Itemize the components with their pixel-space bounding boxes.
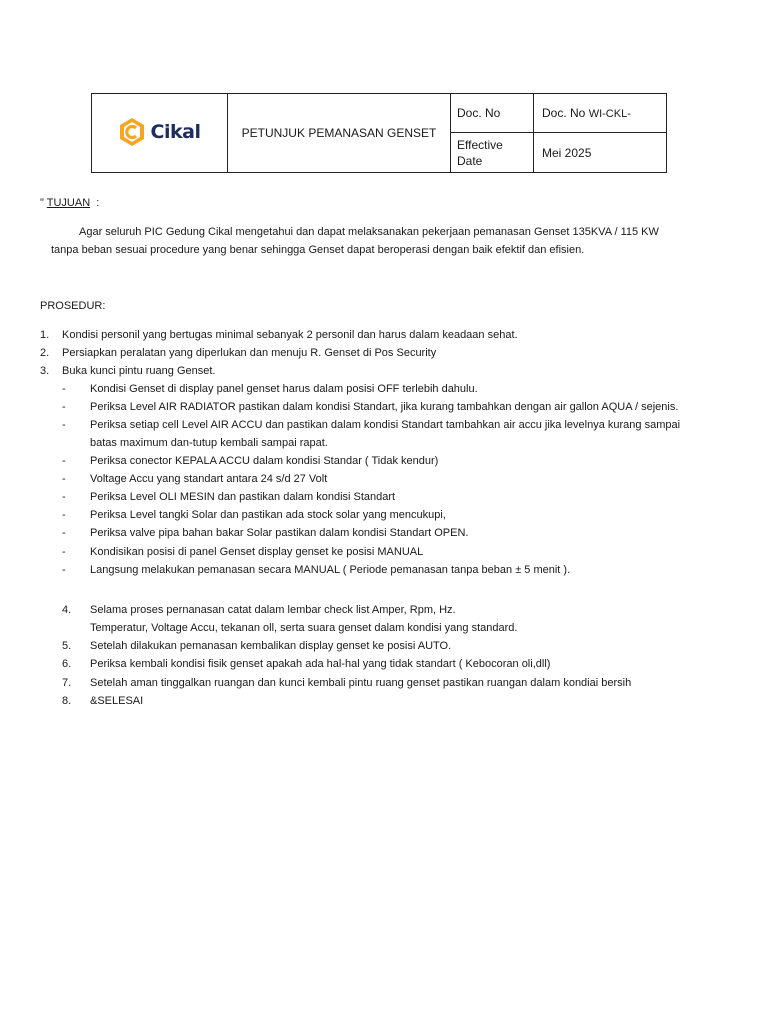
substep-text: Kondisikan posisi di panel Genset display genset ke posisi MANUAL [90, 546, 424, 558]
step-number: 5. [62, 640, 72, 652]
substep-bullet: - [62, 564, 66, 576]
step-number: 6. [62, 658, 72, 670]
step-text: Buka kunci pintu ruang Genset. [62, 365, 216, 377]
logo-cell [92, 94, 228, 173]
step-text: Setelah aman tinggalkan ruangan dan kunci kembali pintu ruang genset pastikan ruangan dalam kondiai bersih [90, 677, 632, 689]
tujuan-line-2: tanpa beban sesuai procedure yang benar sehingga Genset dapat beroperasi dengan baik efektif dan efisien. [51, 244, 585, 256]
tujuan-label: TUJUAN [46, 197, 91, 209]
substep-text: Periksa conector KEPALA ACCU dalam kondisi Standar ( Tidak kendur) [90, 455, 439, 467]
tujuan-line-1: Agar seluruh PIC Gedung Cikal mengetahui dan dapat melaksanakan pekerjaan pemanasan Genset 135KVA / 115 KW [79, 226, 659, 238]
step-text: Temperatur, Voltage Accu, tekanan oll, serta suara genset dalam kondisi yang standard. [90, 622, 518, 634]
substep-bullet: - [62, 509, 66, 521]
step-text: &SELESAI [90, 695, 144, 707]
doc-no-label: Doc. No [451, 94, 534, 133]
substep-text: Periksa Level OLI MESIN dan pastikan dalam kondisi Standart [90, 491, 396, 503]
logo-text: Cikal [150, 120, 201, 143]
substep-text: Periksa Level tangki Solar dan pastikan ada stock solar yang mencukupi, [90, 509, 446, 521]
doc-no-value-suffix: WI-CKL- [588, 108, 631, 120]
document-title: PETUNJUK PEMANASAN GENSET [228, 94, 451, 173]
substep-bullet: - [62, 401, 66, 413]
step-number: 4. [62, 604, 72, 616]
step-number: 1. [40, 329, 50, 341]
cikal-logo [119, 117, 201, 147]
effective-date-label: Effective Date [451, 133, 534, 173]
substep-bullet: - [62, 473, 66, 485]
substep-text: Periksa valve pipa bahan bakar Solar pastikan dalam kondisi Standart OPEN. [90, 527, 469, 539]
step-text: Kondisi personil yang bertugas minimal sebanyak 2 personil dan harus dalam keadaan sehat. [62, 329, 518, 341]
substep-text: Periksa setiap cell Level AIR ACCU dan pastikan dalam kondisi Standart tambahkan air accu jika levelnya kurang sampai [90, 419, 681, 431]
tujuan-colon: : [96, 197, 100, 209]
substep-bullet: - [62, 491, 66, 503]
substep-text: Langsung melakukan pemanasan secara MANUAL ( Periode pemanasan tanpa beban ± 5 menit ). [90, 564, 571, 576]
document-header-table [91, 93, 667, 173]
substep-text: Kondisi Genset di display panel genset harus dalam posisi OFF terlebih dahulu. [90, 383, 478, 395]
substep-bullet: - [62, 383, 66, 395]
substep-bullet: - [62, 419, 66, 431]
doc-no-value-prefix: Doc. No [542, 106, 586, 120]
step-number: 2. [40, 347, 50, 359]
step-text: Selama proses pernanasan catat dalam lembar check list Amper, Rpm, Hz. [90, 604, 456, 616]
substep-text: Voltage Accu yang standart antara 24 s/d 27 Volt [90, 473, 328, 485]
substep-text: Periksa Level AIR RADIATOR pastikan dalam kondisi Standart, jika kurang tambahkan dengan air gallon AQUA / sejenis. [90, 401, 679, 413]
tujuan-heading [40, 196, 99, 210]
cikal-logo-icon [119, 117, 145, 147]
step-number: 7. [62, 677, 72, 689]
tujuan-quote: " [40, 197, 44, 209]
substep-bullet: - [62, 546, 66, 558]
prosedur-heading: PROSEDUR: [40, 300, 106, 312]
substep-bullet: - [62, 527, 66, 539]
step-text: Periksa kembali kondisi fisik genset apakah ada hal-hal yang tidak standart ( Kebocoran oli,dll) [90, 658, 551, 670]
effective-date-value: Mei 2025 [534, 133, 667, 173]
substep-text: batas maximum dan-tutup kembali sampai rapat. [90, 437, 328, 449]
doc-no-value [534, 94, 667, 133]
step-number: 8. [62, 695, 72, 707]
step-text: Setelah dilakukan pemanasan kembalikan display genset ke posisi AUTO. [90, 640, 452, 652]
substep-bullet: - [62, 455, 66, 467]
step-text: Persiapkan peralatan yang diperlukan dan menuju R. Genset di Pos Security [62, 347, 437, 359]
step-number: 3. [40, 365, 50, 377]
